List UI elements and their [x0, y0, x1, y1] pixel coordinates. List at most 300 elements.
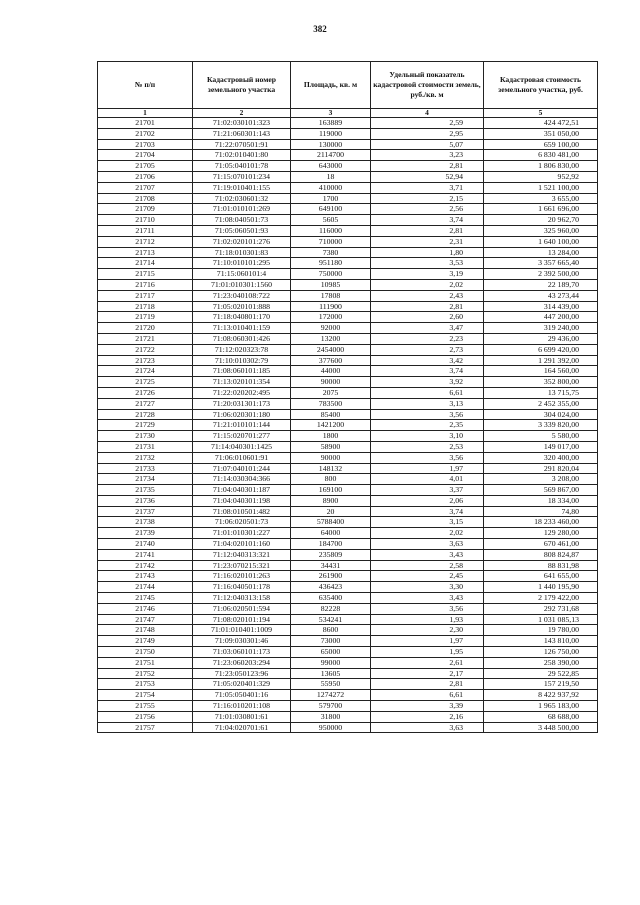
cell-cadastral-cost: 304 024,00: [484, 409, 598, 420]
header-cadastral-cost: Кадастровая стоимость земельного участка, руб.: [484, 62, 598, 109]
cell-specific-value: 3,74: [371, 215, 484, 226]
cell-cadastral-cost: 19 780,00: [484, 625, 598, 636]
cell-cadastral-cost: 164 560,00: [484, 366, 598, 377]
cell-row-number: 21705: [98, 161, 193, 172]
cell-area: 635400: [291, 593, 371, 604]
cell-specific-value: 3,74: [371, 506, 484, 517]
cell-area: 17808: [291, 290, 371, 301]
cell-area: 13200: [291, 333, 371, 344]
cell-cadastral-cost: 292 731,68: [484, 603, 598, 614]
table-row: [98, 258, 598, 269]
cell-cadastral-number: 71:10:010101:295: [193, 258, 291, 269]
cell-cadastral-cost: 68 688,00: [484, 711, 598, 722]
table-row: [98, 722, 598, 733]
table-row: [98, 463, 598, 474]
cell-row-number: 21746: [98, 603, 193, 614]
cell-cadastral-number: 71:10:010302:79: [193, 355, 291, 366]
cell-cadastral-number: 71:08:040501:73: [193, 215, 291, 226]
table-row: [98, 128, 598, 139]
cell-row-number: 21726: [98, 387, 193, 398]
cell-cadastral-cost: 1 806 830,00: [484, 161, 598, 172]
cell-cadastral-cost: 22 189,70: [484, 279, 598, 290]
cell-specific-value: 1,93: [371, 614, 484, 625]
table-body: [98, 118, 598, 733]
cell-specific-value: 6,61: [371, 690, 484, 701]
column-number: 3: [291, 109, 371, 118]
cell-row-number: 21715: [98, 269, 193, 280]
cell-cadastral-cost: 29 522,85: [484, 668, 598, 679]
cell-row-number: 21757: [98, 722, 193, 733]
cell-cadastral-cost: 569 867,00: [484, 485, 598, 496]
cell-area: 436423: [291, 582, 371, 593]
table-row: [98, 150, 598, 161]
cell-specific-value: 3,15: [371, 517, 484, 528]
cell-row-number: 21719: [98, 312, 193, 323]
cell-row-number: 21756: [98, 711, 193, 722]
cell-specific-value: 2,16: [371, 711, 484, 722]
column-number: 1: [98, 109, 193, 118]
cell-cadastral-cost: 3 655,00: [484, 193, 598, 204]
cell-row-number: 21751: [98, 657, 193, 668]
cell-area: 7380: [291, 247, 371, 258]
table-row: [98, 247, 598, 258]
cell-specific-value: 3,37: [371, 485, 484, 496]
table-row: [98, 409, 598, 420]
cell-specific-value: 1,97: [371, 463, 484, 474]
cell-row-number: 21712: [98, 236, 193, 247]
cell-row-number: 21724: [98, 366, 193, 377]
table-row: [98, 441, 598, 452]
cell-area: 130000: [291, 139, 371, 150]
page-number: 382: [313, 24, 327, 34]
cell-area: 2454000: [291, 344, 371, 355]
cell-specific-value: 5,07: [371, 139, 484, 150]
table-row: [98, 323, 598, 334]
cell-cadastral-number: 71:01:010101:269: [193, 204, 291, 215]
cell-specific-value: 2,58: [371, 560, 484, 571]
cell-cadastral-cost: 2 179 422,00: [484, 593, 598, 604]
cell-cadastral-number: 71:04:020101:160: [193, 539, 291, 550]
cell-cadastral-number: 71:12:040313:321: [193, 549, 291, 560]
cell-row-number: 21745: [98, 593, 193, 604]
cell-cadastral-number: 71:20:031301:173: [193, 398, 291, 409]
cell-row-number: 21735: [98, 485, 193, 496]
cell-specific-value: 2,30: [371, 625, 484, 636]
cell-cadastral-cost: 1 521 100,00: [484, 182, 598, 193]
cell-area: 710000: [291, 236, 371, 247]
cell-cadastral-number: 71:05:050401:16: [193, 690, 291, 701]
header-cadastral-number: Кадастровый номер земельного участка: [193, 62, 291, 109]
cell-cadastral-number: 71:23:060203:294: [193, 657, 291, 668]
cell-cadastral-cost: 641 655,00: [484, 571, 598, 582]
cell-area: 116000: [291, 225, 371, 236]
cell-specific-value: 1,95: [371, 647, 484, 658]
cell-cadastral-cost: 126 750,00: [484, 647, 598, 658]
table-row: [98, 539, 598, 550]
cell-row-number: 21725: [98, 377, 193, 388]
cell-cadastral-cost: 1 965 183,00: [484, 701, 598, 712]
cell-row-number: 21727: [98, 398, 193, 409]
cell-cadastral-number: 71:13:010401:159: [193, 323, 291, 334]
cell-specific-value: 3,19: [371, 269, 484, 280]
cell-cadastral-number: 71:23:040108:722: [193, 290, 291, 301]
cell-row-number: 21738: [98, 517, 193, 528]
cell-row-number: 21717: [98, 290, 193, 301]
cell-area: 44000: [291, 366, 371, 377]
cell-specific-value: 2,45: [371, 571, 484, 582]
cell-cadastral-number: 71:12:020323:78: [193, 344, 291, 355]
cell-specific-value: 3,63: [371, 539, 484, 550]
cell-area: 1274272: [291, 690, 371, 701]
cell-cadastral-number: 71:07:040101:244: [193, 463, 291, 474]
cell-cadastral-cost: 325 960,00: [484, 225, 598, 236]
cell-cadastral-cost: 3 339 820,00: [484, 420, 598, 431]
cell-cadastral-number: 71:08:060101:185: [193, 366, 291, 377]
cell-row-number: 21718: [98, 301, 193, 312]
table-row: [98, 679, 598, 690]
cell-cadastral-cost: 447 200,00: [484, 312, 598, 323]
cell-cadastral-number: 71:12:040313:158: [193, 593, 291, 604]
cell-specific-value: 2,43: [371, 290, 484, 301]
cell-cadastral-number: 71:22:020202:495: [193, 387, 291, 398]
cell-row-number: 21729: [98, 420, 193, 431]
cell-row-number: 21742: [98, 560, 193, 571]
cell-cadastral-number: 71:21:010101:144: [193, 420, 291, 431]
cell-specific-value: 3,39: [371, 701, 484, 712]
cell-area: 65000: [291, 647, 371, 658]
cell-cadastral-cost: 352 800,00: [484, 377, 598, 388]
cell-area: 20: [291, 506, 371, 517]
cell-area: 18: [291, 171, 371, 182]
cell-cadastral-number: 71:06:020501:73: [193, 517, 291, 528]
cell-cadastral-cost: 1 031 085,13: [484, 614, 598, 625]
table-row: [98, 517, 598, 528]
cell-cadastral-number: 71:09:030301:46: [193, 636, 291, 647]
cell-specific-value: 2,81: [371, 225, 484, 236]
cell-area: 579700: [291, 701, 371, 712]
cell-row-number: 21713: [98, 247, 193, 258]
cell-cadastral-cost: 29 436,00: [484, 333, 598, 344]
cell-row-number: 21706: [98, 171, 193, 182]
cell-cadastral-number: 71:01:010301:227: [193, 528, 291, 539]
cell-cadastral-number: 71:04:020701:61: [193, 722, 291, 733]
cell-area: 2075: [291, 387, 371, 398]
table-row: [98, 614, 598, 625]
cell-specific-value: 3,63: [371, 722, 484, 733]
table-row: [98, 398, 598, 409]
cell-cadastral-cost: 952,92: [484, 171, 598, 182]
cell-specific-value: 2,15: [371, 193, 484, 204]
table-row: [98, 647, 598, 658]
cell-area: 534241: [291, 614, 371, 625]
cell-row-number: 21701: [98, 118, 193, 129]
cell-area: 92000: [291, 323, 371, 334]
cell-cadastral-number: 71:02:020101:276: [193, 236, 291, 247]
cell-cadastral-cost: 13 284,00: [484, 247, 598, 258]
table-row: [98, 549, 598, 560]
cell-area: 1700: [291, 193, 371, 204]
cell-cadastral-number: 71:06:020301:180: [193, 409, 291, 420]
cell-row-number: 21749: [98, 636, 193, 647]
cell-row-number: 21731: [98, 441, 193, 452]
cell-cadastral-cost: 74,80: [484, 506, 598, 517]
table-row: [98, 582, 598, 593]
cell-row-number: 21708: [98, 193, 193, 204]
cell-specific-value: 2,23: [371, 333, 484, 344]
table-row: [98, 290, 598, 301]
cell-area: 8600: [291, 625, 371, 636]
cell-cadastral-cost: 3 357 665,40: [484, 258, 598, 269]
cell-specific-value: 3,23: [371, 150, 484, 161]
cell-specific-value: 2,81: [371, 161, 484, 172]
table-row: [98, 431, 598, 442]
cell-row-number: 21755: [98, 701, 193, 712]
cell-area: 950000: [291, 722, 371, 733]
cell-specific-value: 2,35: [371, 420, 484, 431]
table-row: [98, 193, 598, 204]
cell-specific-value: 3,43: [371, 593, 484, 604]
cell-cadastral-number: 71:02:010401:80: [193, 150, 291, 161]
table-row: [98, 506, 598, 517]
table-row: [98, 625, 598, 636]
cell-area: 410000: [291, 182, 371, 193]
cell-specific-value: 2,59: [371, 118, 484, 129]
cell-cadastral-number: 71:02:030101:323: [193, 118, 291, 129]
cell-row-number: 21714: [98, 258, 193, 269]
cell-area: 783500: [291, 398, 371, 409]
cell-row-number: 21734: [98, 474, 193, 485]
cell-cadastral-number: 71:14:040301:1425: [193, 441, 291, 452]
table-row: [98, 528, 598, 539]
cell-area: 184700: [291, 539, 371, 550]
table-row: [98, 344, 598, 355]
cell-specific-value: 2,02: [371, 279, 484, 290]
cell-row-number: 21744: [98, 582, 193, 593]
cell-area: 750000: [291, 269, 371, 280]
cell-area: 649100: [291, 204, 371, 215]
cell-specific-value: 3,56: [371, 452, 484, 463]
cell-row-number: 21702: [98, 128, 193, 139]
cell-row-number: 21752: [98, 668, 193, 679]
column-number: 2: [193, 109, 291, 118]
cell-area: 377600: [291, 355, 371, 366]
cell-row-number: 21716: [98, 279, 193, 290]
cell-cadastral-number: 71:23:050123:96: [193, 668, 291, 679]
cell-area: 5605: [291, 215, 371, 226]
cell-area: 64000: [291, 528, 371, 539]
cell-cadastral-cost: 6 830 481,00: [484, 150, 598, 161]
cell-area: 163889: [291, 118, 371, 129]
cell-specific-value: 3,56: [371, 603, 484, 614]
cell-specific-value: 52,94: [371, 171, 484, 182]
cell-cadastral-number: 71:08:020101:194: [193, 614, 291, 625]
cell-cadastral-cost: 129 280,00: [484, 528, 598, 539]
cell-area: 235809: [291, 549, 371, 560]
cell-specific-value: 3,47: [371, 323, 484, 334]
cell-cadastral-number: 71:01:030801:61: [193, 711, 291, 722]
cell-row-number: 21747: [98, 614, 193, 625]
cell-area: 58900: [291, 441, 371, 452]
cell-cadastral-number: 71:02:030601:32: [193, 193, 291, 204]
table-row: [98, 668, 598, 679]
cell-specific-value: 1,80: [371, 247, 484, 258]
cell-specific-value: 2,56: [371, 204, 484, 215]
cell-cadastral-cost: 319 240,00: [484, 323, 598, 334]
cell-row-number: 21720: [98, 323, 193, 334]
cell-specific-value: 2,02: [371, 528, 484, 539]
cell-cadastral-cost: 659 100,00: [484, 139, 598, 150]
table-row: [98, 366, 598, 377]
cell-specific-value: 2,81: [371, 301, 484, 312]
cell-row-number: 21741: [98, 549, 193, 560]
cell-row-number: 21743: [98, 571, 193, 582]
cell-specific-value: 3,53: [371, 258, 484, 269]
cell-row-number: 21736: [98, 495, 193, 506]
cell-cadastral-cost: 291 820,04: [484, 463, 598, 474]
cell-area: 73000: [291, 636, 371, 647]
cell-area: 1421200: [291, 420, 371, 431]
cell-row-number: 21732: [98, 452, 193, 463]
cell-area: 1800: [291, 431, 371, 442]
cell-specific-value: 3,43: [371, 549, 484, 560]
cell-area: 90000: [291, 377, 371, 388]
cell-specific-value: 1,97: [371, 636, 484, 647]
header-specific-value: Удельный показатель кадастровой стоимости земель, руб./кв. м: [371, 62, 484, 109]
table-row: [98, 301, 598, 312]
cell-area: 31800: [291, 711, 371, 722]
cell-cadastral-cost: 351 050,00: [484, 128, 598, 139]
cell-area: 111900: [291, 301, 371, 312]
cell-cadastral-number: 71:15:020701:277: [193, 431, 291, 442]
cell-specific-value: 3,30: [371, 582, 484, 593]
cell-cadastral-number: 71:04:040301:187: [193, 485, 291, 496]
table-row: [98, 560, 598, 571]
cell-cadastral-cost: 1 640 100,00: [484, 236, 598, 247]
table-row: [98, 225, 598, 236]
column-number: 4: [371, 109, 484, 118]
cell-specific-value: 2,95: [371, 128, 484, 139]
cell-cadastral-cost: 13 715,75: [484, 387, 598, 398]
cell-cadastral-cost: 1 661 696,00: [484, 204, 598, 215]
cell-cadastral-number: 71:08:060301:426: [193, 333, 291, 344]
cell-specific-value: 3,13: [371, 398, 484, 409]
cell-area: 172000: [291, 312, 371, 323]
cell-cadastral-number: 71:01:010401:1009: [193, 625, 291, 636]
cell-cadastral-cost: 18 334,00: [484, 495, 598, 506]
cell-specific-value: 3,42: [371, 355, 484, 366]
cell-cadastral-cost: 88 831,98: [484, 560, 598, 571]
cell-area: 800: [291, 474, 371, 485]
cell-cadastral-cost: 43 273,44: [484, 290, 598, 301]
cell-area: 8900: [291, 495, 371, 506]
table-row: [98, 171, 598, 182]
cell-row-number: 21707: [98, 182, 193, 193]
column-number: 5: [484, 109, 598, 118]
cell-specific-value: 2,17: [371, 668, 484, 679]
table-row: [98, 118, 598, 129]
cell-row-number: 21730: [98, 431, 193, 442]
cell-cadastral-cost: 2 452 355,00: [484, 398, 598, 409]
table-row: [98, 485, 598, 496]
table-row: [98, 603, 598, 614]
cell-specific-value: 3,10: [371, 431, 484, 442]
cell-cadastral-cost: 157 219,50: [484, 679, 598, 690]
cell-specific-value: 2,60: [371, 312, 484, 323]
cell-specific-value: 2,81: [371, 679, 484, 690]
cell-cadastral-cost: 8 422 937,92: [484, 690, 598, 701]
table-row: [98, 279, 598, 290]
cell-row-number: 21740: [98, 539, 193, 550]
cell-cadastral-cost: 5 580,00: [484, 431, 598, 442]
cell-area: 90000: [291, 452, 371, 463]
cell-cadastral-number: 71:13:020101:354: [193, 377, 291, 388]
cell-specific-value: 6,61: [371, 387, 484, 398]
cell-cadastral-cost: 1 440 195,90: [484, 582, 598, 593]
cell-specific-value: 3,71: [371, 182, 484, 193]
cell-cadastral-number: 71:22:070501:91: [193, 139, 291, 150]
cell-cadastral-cost: 670 461,00: [484, 539, 598, 550]
table-row: [98, 495, 598, 506]
table-row: [98, 355, 598, 366]
cell-cadastral-number: 71:05:060501:93: [193, 225, 291, 236]
cell-area: 119000: [291, 128, 371, 139]
cell-row-number: 21748: [98, 625, 193, 636]
cell-cadastral-cost: 1 291 392,00: [484, 355, 598, 366]
cell-row-number: 21750: [98, 647, 193, 658]
cell-cadastral-number: 71:05:020101:888: [193, 301, 291, 312]
table-row: [98, 711, 598, 722]
cell-cadastral-number: 71:05:020401:329: [193, 679, 291, 690]
table-row: [98, 387, 598, 398]
cell-area: 13605: [291, 668, 371, 679]
cell-cadastral-cost: 18 233 460,00: [484, 517, 598, 528]
cell-cadastral-cost: 3 448 500,00: [484, 722, 598, 733]
cell-row-number: 21739: [98, 528, 193, 539]
cell-row-number: 21709: [98, 204, 193, 215]
cell-cadastral-number: 71:19:010401:155: [193, 182, 291, 193]
cell-area: 169100: [291, 485, 371, 496]
cell-cadastral-number: 71:18:010301:83: [193, 247, 291, 258]
cell-cadastral-number: 71:16:010201:108: [193, 701, 291, 712]
table-row: [98, 333, 598, 344]
cell-cadastral-cost: 258 390,00: [484, 657, 598, 668]
cell-specific-value: 3,56: [371, 409, 484, 420]
table-row: [98, 593, 598, 604]
cell-row-number: 21723: [98, 355, 193, 366]
cell-cadastral-number: 71:05:040101:78: [193, 161, 291, 172]
table-row: [98, 204, 598, 215]
cell-area: 261900: [291, 571, 371, 582]
cell-cadastral-number: 71:08:010501:482: [193, 506, 291, 517]
cell-cadastral-cost: 314 439,00: [484, 301, 598, 312]
table-row: [98, 236, 598, 247]
table-row: [98, 161, 598, 172]
cell-cadastral-number: 71:16:040501:178: [193, 582, 291, 593]
cell-cadastral-number: 71:15:060101:4: [193, 269, 291, 280]
table-row: [98, 139, 598, 150]
cell-row-number: 21737: [98, 506, 193, 517]
cell-area: 82228: [291, 603, 371, 614]
cell-row-number: 21733: [98, 463, 193, 474]
cell-row-number: 21721: [98, 333, 193, 344]
cell-area: 148132: [291, 463, 371, 474]
cell-row-number: 21722: [98, 344, 193, 355]
cell-specific-value: 2,61: [371, 657, 484, 668]
header-area: Площадь, кв. м: [291, 62, 371, 109]
cell-cadastral-number: 71:23:070215:321: [193, 560, 291, 571]
cell-specific-value: 2,06: [371, 495, 484, 506]
cell-row-number: 21710: [98, 215, 193, 226]
